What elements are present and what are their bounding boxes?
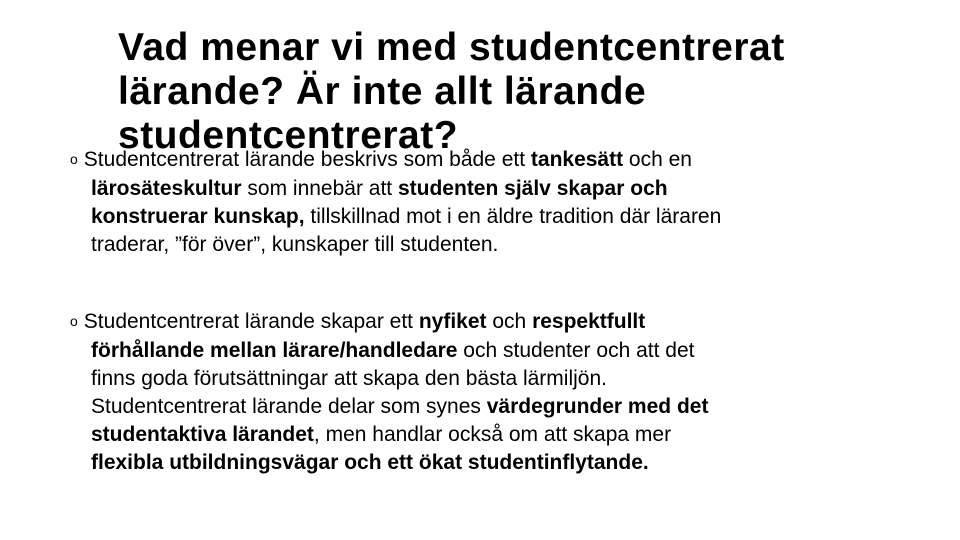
title-line-3: studentcentrerat? xyxy=(118,114,459,157)
bold-text: konstruerar kunskap, xyxy=(91,205,305,228)
text-segment: Studentcentrerat lärande beskrivs som både ett xyxy=(83,148,531,171)
bullet-2-line-5 xyxy=(70,421,890,449)
bold-text: studentaktiva lärandet xyxy=(91,423,314,446)
bullet-2 xyxy=(70,308,890,477)
bullet-2-line-2 xyxy=(70,337,890,365)
bullet-2-line-3: finns goda förutsättningar att skapa den bästa lärmiljön. xyxy=(91,367,607,390)
bullet-2-line-1 xyxy=(70,308,890,337)
bullet-marker: o xyxy=(70,151,78,167)
bullet-2-line-6 xyxy=(70,449,890,477)
bullet-2-line-4 xyxy=(70,393,890,421)
text-segment: , men handlar också om att skapa mer xyxy=(313,423,672,446)
text-segment: Studentcentrerat lärande skapar ett xyxy=(83,310,419,333)
bold-text: flexibla utbildningsvägar och ett ökat studentinflytande. xyxy=(91,451,649,474)
text-segment: tillskillnad mot i en äldre tradition där läraren xyxy=(304,205,722,228)
bold-text: respektfullt xyxy=(532,310,646,333)
bullet-marker: o xyxy=(70,313,78,329)
title-line-1: Vad menar vi med studentcentrerat xyxy=(118,26,785,69)
bold-text: nyfiket xyxy=(418,310,487,333)
bullet-1-line-4: traderar, ”för över”, kunskaper till studenten. xyxy=(91,233,499,256)
bold-text: värdegrunder med det xyxy=(486,395,709,418)
bold-text: studenten själv skapar och xyxy=(397,177,668,200)
text-segment: och en xyxy=(623,148,692,171)
bullet-1-line-2 xyxy=(70,175,890,203)
slide-title xyxy=(118,26,918,158)
bullet-1-line-3 xyxy=(70,203,890,231)
text-segment: som innebär att xyxy=(241,177,398,200)
bold-text: lärosäteskultur xyxy=(91,177,242,200)
text-segment: Studentcentrerat lärande delar som synes xyxy=(91,395,487,418)
bold-text: förhållande mellan lärare/handledare xyxy=(91,339,458,362)
text-segment: och studenter och att det xyxy=(457,339,695,362)
text-segment: och xyxy=(486,310,533,333)
bullet-1 xyxy=(70,146,890,259)
title-line-2: lärande? Är inte allt lärande xyxy=(118,70,647,113)
bold-text: tankesätt xyxy=(530,148,624,171)
